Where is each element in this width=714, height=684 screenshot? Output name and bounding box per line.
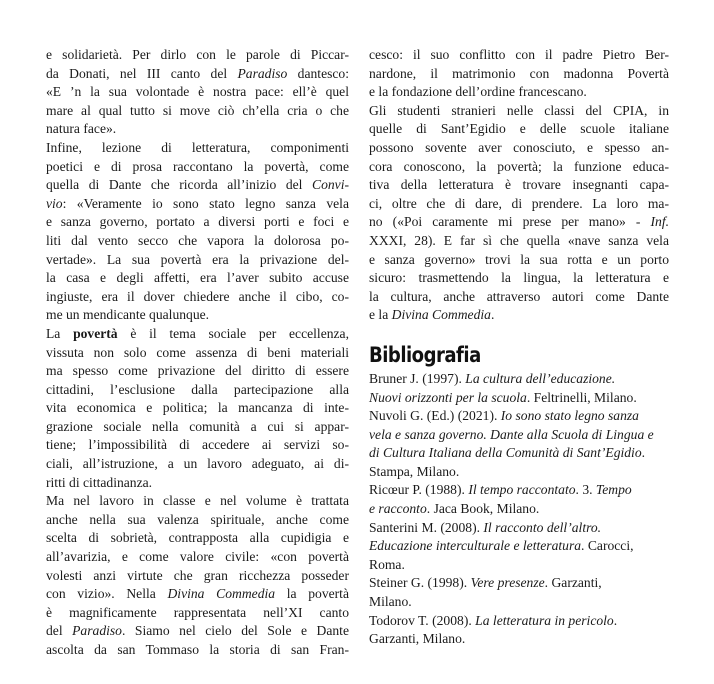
italic-text: Convi- — [312, 177, 349, 193]
italic-text: Paradiso — [237, 65, 288, 81]
text-run: anche nella sua valenza spirituale, anche come — [46, 511, 349, 527]
text-run: XXXI — [369, 232, 403, 248]
text-line — [369, 593, 669, 612]
text-run: vita economica e politica; la mancanza di inte- — [46, 400, 349, 416]
text-line — [46, 585, 349, 604]
text-run: . 3. — [575, 482, 596, 498]
text-line — [369, 139, 669, 158]
text-run: : «Veramente io sono stato legno sanza vela — [62, 195, 349, 211]
right-column-body — [369, 46, 669, 325]
bibliography-heading: Bibliografia — [369, 342, 481, 367]
italic-text: Il tempo raccontato — [468, 482, 576, 498]
italic-text: Paradiso — [72, 623, 122, 639]
text-line — [46, 251, 349, 270]
text-run: Gli studenti stranieri nelle classi del CPIA, in — [369, 102, 669, 118]
text-run: cesco: il suo conflitto con il padre Pietro Ber- — [369, 47, 669, 62]
text-line — [46, 288, 349, 307]
bibliography-list — [369, 370, 669, 649]
text-run: . Carocci, — [581, 538, 634, 554]
text-run: vertade». La sua povertà era la privazione del- — [46, 251, 349, 267]
text-run: sicuro: trasmettendo la lingua, la letteratura e — [369, 270, 669, 286]
italic-text: vela e sanza governo. Dante alla Scuola di Lingua e — [369, 426, 654, 442]
text-run: è magnificamente rappresentata nell’XI canto — [46, 604, 349, 620]
text-run: cittadini, l’esclusione dalla partecipazione alla — [46, 381, 349, 397]
text-line — [369, 46, 669, 65]
text-run: Nuvoli G. (Ed.) (2021). — [369, 408, 501, 424]
text-line — [369, 463, 669, 482]
text-run: ingiuste, era il dover chiedere anche il cibo, co- — [46, 288, 349, 304]
text-line — [46, 325, 349, 344]
text-line — [369, 574, 669, 593]
text-run: con vizio». Nella — [46, 586, 168, 602]
text-run: dantesco: — [287, 65, 349, 81]
text-run: . Feltrinelli, Milano. — [526, 389, 637, 405]
text-line — [369, 500, 669, 519]
text-line — [46, 548, 349, 567]
text-line — [369, 389, 669, 408]
text-run: me un mendicante qualunque. — [46, 307, 210, 323]
text-line — [369, 537, 669, 556]
text-line — [46, 418, 349, 437]
text-line — [46, 306, 349, 325]
text-run: Todorov T. (2008). — [369, 612, 476, 628]
text-line — [369, 251, 669, 270]
text-run: la cultura, anche attraverso autori come Dante — [369, 288, 669, 304]
text-run: ma spesso come privazione del diritto di essere — [46, 363, 349, 379]
text-run: Ma nel lavoro in classe e nel volume è trattata — [46, 493, 349, 509]
italic-text: Nuovi orizzonti per la scuola — [369, 389, 527, 405]
text-line — [369, 370, 669, 389]
text-line — [369, 407, 669, 426]
text-run: Roma. — [369, 556, 405, 572]
text-run: «E ’n la sua volontade è nostra pace: ell’è quel — [46, 84, 349, 100]
text-run: ascolta da san Tommaso la storia di san Fran- — [46, 642, 349, 657]
text-run: ciali, all’istruzione, a un lavoro adeguato, ai di- — [46, 456, 349, 472]
text-run: nardone, il matrimonio con madonna Povertà — [369, 65, 669, 81]
text-line — [46, 399, 349, 418]
italic-text: Educazione interculturale e letteratura — [369, 538, 582, 554]
text-line — [46, 492, 349, 511]
text-run: Ricœur P. (1988). — [369, 482, 469, 498]
text-run: all’avarizia, e come valore civile: «con povertà — [46, 549, 349, 565]
text-line — [369, 158, 669, 177]
text-run: Bruner J. (1997). — [369, 370, 466, 386]
text-run: la casa e degli affetti, era l’aver subito accuse — [46, 270, 349, 286]
bold-text: povertà — [73, 325, 118, 341]
text-run: tiene; l’impossibilità di accedere ai servizi so- — [46, 437, 349, 453]
text-line — [46, 213, 349, 232]
text-line — [369, 213, 669, 232]
text-line — [369, 630, 669, 649]
text-run: volesti anzi virtute che gran ricchezza posseder — [46, 567, 349, 583]
text-line — [46, 455, 349, 474]
italic-text: vio — [46, 195, 63, 211]
text-run: la povertà — [275, 586, 349, 602]
text-line — [369, 195, 669, 214]
text-line — [46, 65, 349, 84]
text-line — [46, 46, 349, 65]
text-line — [369, 176, 669, 195]
text-run: . — [613, 612, 618, 628]
text-run: poetici e di prosa raccontano la povertà, come — [46, 158, 349, 174]
text-line — [46, 436, 349, 455]
text-run: da Donati, nel III canto del — [46, 65, 238, 81]
text-line — [46, 195, 349, 214]
text-line — [369, 102, 669, 121]
text-line — [369, 481, 669, 500]
text-line — [46, 622, 349, 641]
italic-text: La letteratura in pericolo — [475, 612, 614, 628]
italic-text: Vere presenze — [470, 575, 545, 591]
text-run: Steiner G. (1998). — [369, 575, 471, 591]
text-line — [46, 567, 349, 586]
text-line — [369, 612, 669, 631]
text-run: scelta di sobrietà, contrapposta alla cupidigia e — [46, 530, 349, 546]
text-line — [46, 362, 349, 381]
text-line — [46, 529, 349, 548]
text-run: ritti di cittadinanza. — [46, 474, 153, 490]
text-run: e sanza governo» trovi la sua rotta e un porto — [369, 251, 669, 267]
text-line — [369, 65, 669, 84]
text-run: mare al qual tutto si move ciò ch’ella cria o che — [46, 102, 349, 118]
text-line — [369, 556, 669, 575]
text-line — [46, 641, 349, 660]
text-line — [46, 139, 349, 158]
text-run: del — [46, 623, 73, 639]
text-run: vissuta non solo come assenza di beni materiali — [46, 344, 349, 360]
text-line — [46, 344, 349, 363]
text-line — [369, 426, 669, 445]
text-line — [46, 511, 349, 530]
text-line — [369, 232, 669, 251]
text-run: liti dal vento secco che vapora la dolorosa po- — [46, 232, 349, 248]
text-run: natura face». — [46, 121, 117, 137]
text-run: Infine, lezione di letteratura, componimenti — [46, 139, 349, 155]
text-line — [369, 444, 669, 463]
italic-text: e racconto — [369, 501, 427, 517]
text-run: . Siamo nel cielo del Sole e Dante — [121, 623, 349, 639]
text-run: Stampa, Milano. — [369, 463, 460, 479]
text-line — [46, 120, 349, 139]
text-run: e la — [369, 307, 392, 323]
left-column — [46, 46, 349, 660]
text-line — [369, 306, 669, 325]
text-line — [369, 269, 669, 288]
text-run: Garzanti, Milano. — [369, 631, 466, 647]
italic-text: Il racconto dell’altro. — [483, 519, 602, 535]
text-line — [46, 83, 349, 102]
text-run: ci, oltre che di dare, di prendere. La loro ma- — [369, 195, 669, 211]
text-run: La — [46, 325, 74, 341]
italic-text: Io sono stato legno sanza — [500, 408, 639, 424]
text-run: e sanza governo, portato a diversi porti e foci e — [46, 214, 349, 230]
text-run: . — [641, 445, 646, 461]
text-run: e la fondazione dell’ordine francescano. — [369, 84, 587, 100]
text-run: , 28). E far sì che quella «nave sanza vela — [402, 232, 669, 248]
text-line — [46, 176, 349, 195]
text-run: . Jaca Book, Milano. — [426, 501, 540, 517]
text-run: è il tema sociale per eccellenza, — [117, 325, 349, 341]
text-line — [46, 474, 349, 493]
text-run: . — [490, 307, 495, 323]
text-line — [46, 381, 349, 400]
italic-text: Divina Commedia — [391, 307, 491, 323]
italic-text: La cultura dell’educazione. — [465, 370, 616, 386]
text-line — [369, 83, 669, 102]
text-run: Santerini M. (2008). — [369, 519, 484, 535]
italic-text: Tempo — [595, 482, 632, 498]
text-line — [46, 102, 349, 121]
italic-text: Inf. — [650, 214, 669, 230]
text-line — [369, 519, 669, 538]
text-line — [46, 232, 349, 251]
italic-text: di Cultura Italiana della Comunità di Sant’Egidio — [369, 445, 642, 461]
text-run: possono sovente aver conosciuto, e spesso an- — [369, 139, 669, 155]
text-run: no («Poi caramente mi prese per mano» - — [369, 214, 651, 230]
text-run: quella di Dante che ricorda all’inizio del — [46, 177, 312, 193]
text-line — [46, 604, 349, 623]
text-line — [369, 288, 669, 307]
text-line — [46, 158, 349, 177]
italic-text: Divina Commedia — [167, 586, 276, 602]
text-run: quelle di Sant’Egidio e delle scuole italiane — [369, 121, 669, 137]
text-run: . Garzanti, — [544, 575, 602, 591]
text-run: cora conoscono, la povertà; la funzione educa- — [369, 158, 669, 174]
text-run: Milano. — [369, 594, 412, 610]
right-column — [369, 46, 669, 649]
text-run: tiva della letteratura è trovare insegnanti capa- — [369, 177, 669, 193]
text-run: grazione sociale nella comunità a cui si appar- — [46, 418, 349, 434]
text-line — [369, 120, 669, 139]
text-line — [46, 269, 349, 288]
text-run: e solidarietà. Per dirlo con le parole di Piccar- — [46, 47, 349, 62]
